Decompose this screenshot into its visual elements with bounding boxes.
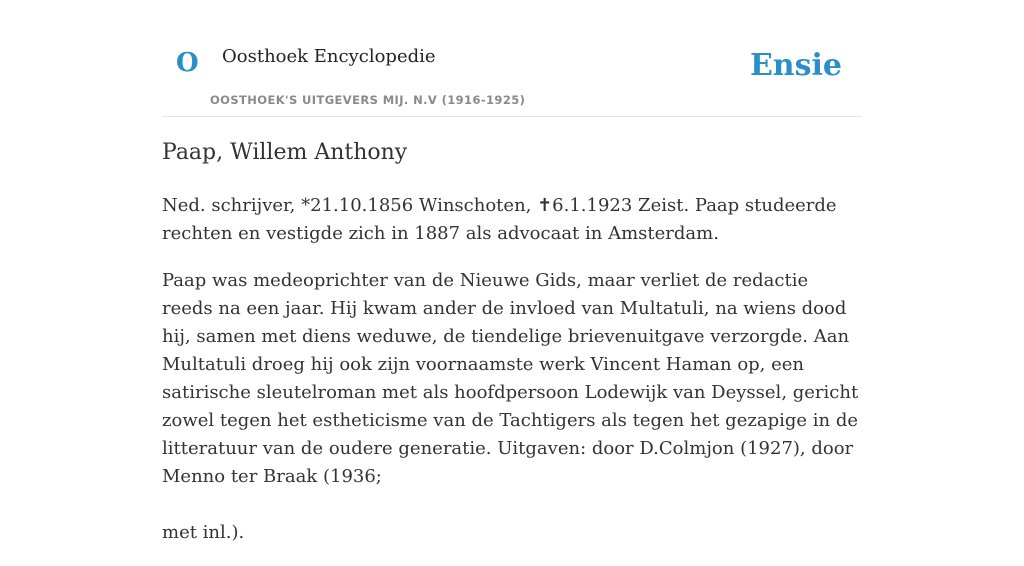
- entry-paragraph: met inl.).: [162, 522, 245, 543]
- logo-icon[interactable]: O: [176, 48, 199, 78]
- page-header: [162, 0, 862, 117]
- entry-paragraph: Ned. schrijver, *21.10.1856 Winschoten, ✝6.1.1923 Zeist. Paap studeerde rechten en vestigde zich in 1887 als advocaat in Amsterdam.: [162, 195, 837, 244]
- encyclopedia-page: [162, 0, 862, 543]
- entry-body: [162, 192, 862, 566]
- publisher-label: OOSTHOEK'S UITGEVERS MIJ. N.V (1916-1925): [210, 93, 526, 107]
- entry-title: Paap, Willem Anthony: [162, 140, 408, 165]
- ensie-logo[interactable]: Ensie: [749, 48, 842, 83]
- book-title[interactable]: Oosthoek Encyclopedie: [222, 46, 436, 67]
- entry-paragraph: Paap was medeoprichter van de Nieuwe Gids, maar verliet de redactie reeds na een jaar. Hij kwam ander de invloed van Multatuli, na wiens dood hij, samen met diens weduwe, de tiendelige brievenuitgave verzorgde. Aan Multatuli droeg hij ook zijn voornaamste werk Vincent Haman op, een satirische sleutelroman met als hoofdpersoon Lodewijk van Deyssel, gericht zowel tegen het estheticisme van de Tachtigers als tegen het gezapige in de litteratuur van de oudere generatie. Uitgaven: door D.Colmjon (1927), door Menno ter Braak (1936;: [162, 270, 859, 487]
